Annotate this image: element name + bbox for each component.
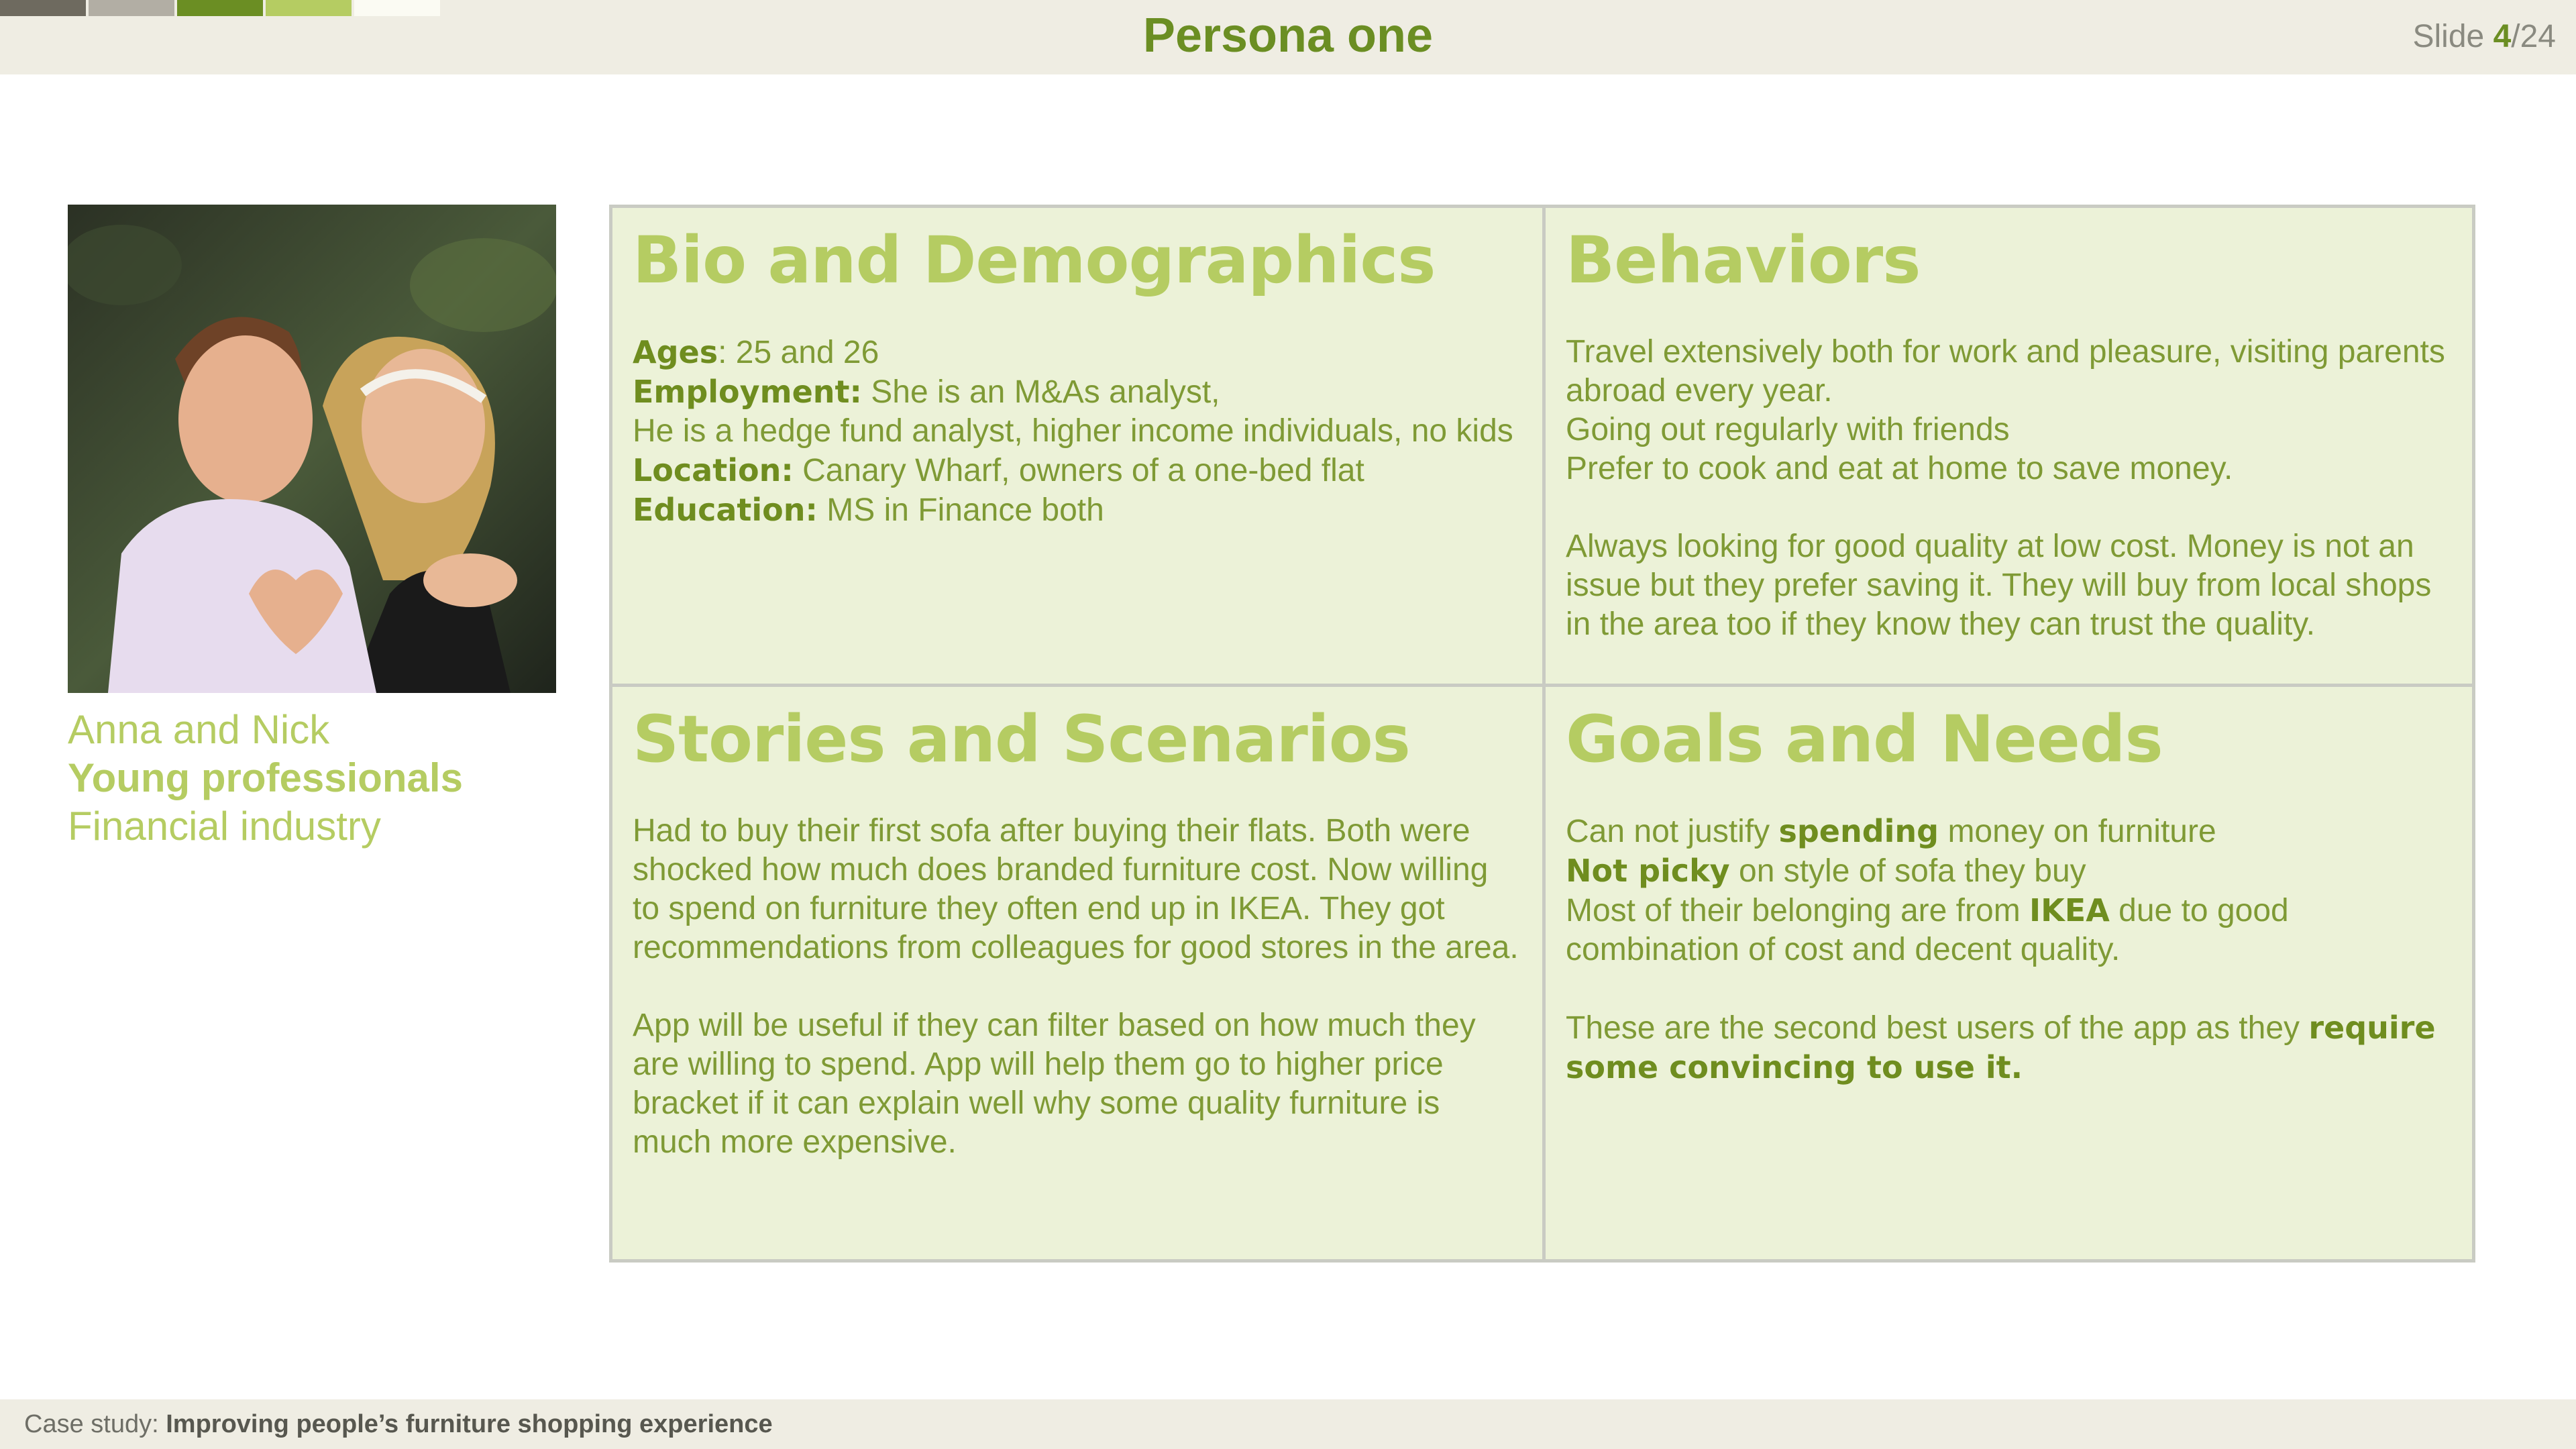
ages-value: : 25 and 26 — [718, 335, 879, 370]
location-value: Canary Wharf, owners of a one-bed flat — [793, 453, 1364, 488]
behaviors-title: Behaviors — [1566, 223, 1921, 298]
footer-prefix: Case study: — [24, 1410, 166, 1438]
location-label: Location: — [633, 452, 794, 488]
stories-paragraph-2: App will be useful if they can filter based on how much they are willing to spend. App will help them go to higher price bracket if it can explain well why some quality furniture is much more expensive. — [633, 1008, 1476, 1160]
stories-title: Stories and Scenarios — [633, 702, 1410, 777]
goals-title: Goals and Needs — [1566, 702, 2163, 777]
goals-l3-b: IKEA — [2029, 892, 2110, 928]
behaviors-line-2: Going out regularly with friends — [1566, 412, 2010, 447]
bio-title: Bio and Demographics — [633, 223, 1436, 298]
slide-counter — [2412, 13, 2556, 60]
goals-p2-b: require some convincing to use it. — [1566, 1010, 2436, 1085]
goals-paragraph-2 — [1566, 1008, 2452, 1087]
behaviors-paragraph-1 — [1566, 333, 2452, 488]
slide-counter-current: 4 — [2493, 19, 2512, 54]
footer-bar — [0, 1399, 2576, 1449]
persona-grid — [609, 205, 2475, 1263]
slide-title: Persona one — [1142, 9, 1434, 62]
goals-l3-c: due to good combination of cost and decent quality. — [1566, 893, 2289, 967]
goals-section — [1542, 684, 2472, 1259]
behaviors-section — [1542, 208, 2472, 684]
footer-title: Improving people’s furniture shopping experience — [166, 1410, 773, 1438]
stories-paragraph-1: Had to buy their first sofa after buying their flats. Both were shocked how much does branded furniture cost. Now willing to spend on furniture they often end up in IKEA. They got recommendations from colleagues for good stores in the area. — [633, 813, 1519, 965]
persona-photo — [68, 205, 556, 693]
behaviors-line-3: Prefer to cook and eat at home to save money. — [1566, 451, 2233, 486]
bio-details — [633, 333, 1522, 530]
slide-counter-prefix: Slide — [2412, 19, 2493, 54]
goals-paragraph-1 — [1566, 812, 2452, 969]
persona-role: Young professionals — [68, 755, 463, 800]
footer-text — [24, 1407, 773, 1441]
persona-name: Anna and Nick — [68, 707, 330, 752]
goals-l1-a: Can not justify — [1566, 814, 1779, 849]
goals-p2-a: These are the second best users of the app as they — [1566, 1010, 2309, 1046]
employment-value-2: He is a hedge fund analyst, higher income individuals, no kids — [633, 413, 1513, 449]
goals-l1-c: money on furniture — [1939, 814, 2216, 849]
goals-l2-a: Not picky — [1566, 853, 1730, 889]
couple-portrait-image — [68, 205, 556, 693]
bio-section — [612, 208, 1542, 684]
stories-section — [612, 684, 1542, 1259]
behaviors-paragraph-2: Always looking for good quality at low cost. Money is not an issue but they prefer saving it. They will buy from local shops in the area too if they know they can trust the quality. — [1566, 529, 2432, 642]
goals-l1-b: spending — [1778, 813, 1939, 849]
employment-value: She is an M&As analyst, — [861, 374, 1220, 410]
header-bar — [0, 0, 2576, 74]
slide-counter-total: /24 — [2511, 19, 2556, 54]
employment-label: Employment: — [633, 374, 862, 410]
persona-industry: Financial industry — [68, 804, 381, 849]
goals-l2-b: on style of sofa they buy — [1729, 853, 2086, 889]
persona-caption — [68, 706, 463, 851]
education-value: MS in Finance both — [817, 492, 1104, 528]
education-label: Education: — [633, 492, 818, 528]
ages-label: Ages — [633, 334, 718, 370]
behaviors-line-1: Travel extensively both for work and pleasure, visiting parents abroad every year. — [1566, 334, 2445, 409]
goals-l3-a: Most of their belonging are from — [1566, 893, 2030, 928]
